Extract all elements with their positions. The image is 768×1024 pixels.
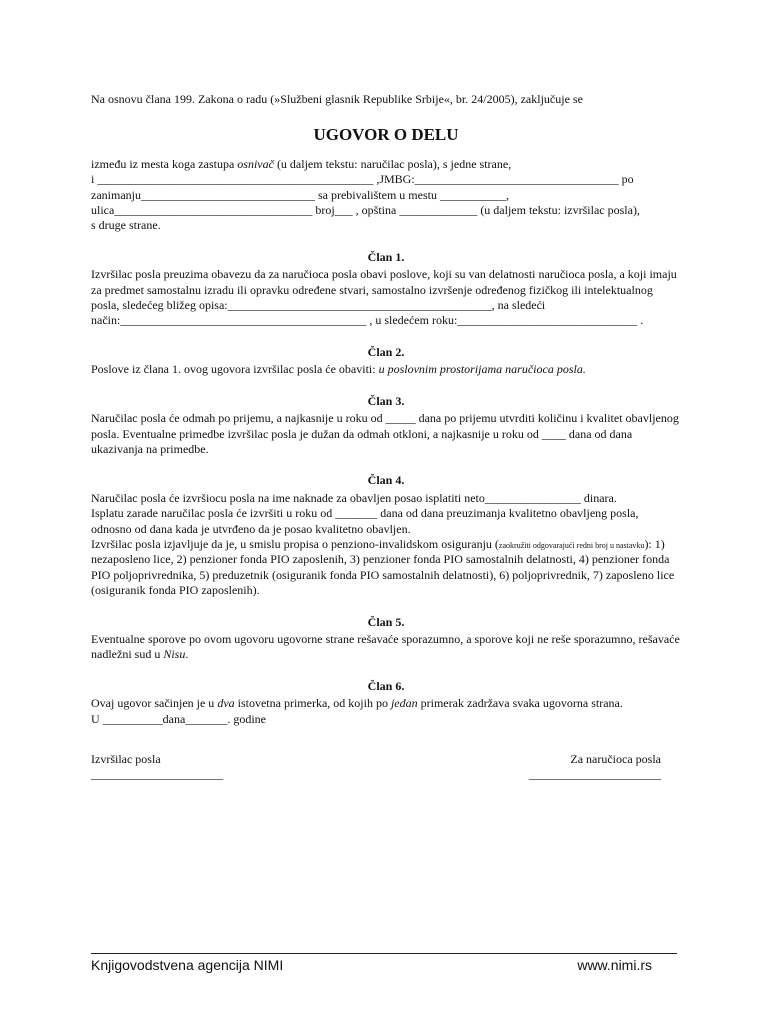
clan-4-text: Izvršilac posla izjavljuje da je, u smislu propisa o penziono-invalidskom osiguranju (: [91, 536, 499, 551]
date-line: U __________dana_______. godine: [91, 711, 266, 726]
parties-line-2: i ______________________________________________ ,JMBG:__________________________________ po: [91, 172, 634, 187]
parties-section: [91, 157, 681, 234]
clan-6-body: istovetna primerka, od kojih po: [234, 696, 391, 711]
clan-5-text: [91, 632, 681, 663]
parties-line-4: ulica_________________________________ broj___ , opština _____________ (u daljem tekstu: izvršilac posla),: [91, 203, 640, 218]
footer-agency-name: Knjigovodstvena agencija NIMI: [91, 957, 284, 973]
clan-6-body: primerak zadržava svaka ugovorna strana.: [417, 696, 623, 711]
clan-6-emphasis: jedan: [390, 696, 418, 711]
intro-text: Na osnovu člana 199. Zakona o radu (»Službeni glasnik Republike Srbije«, br. 24/2005), zaključuje se: [91, 92, 583, 106]
clan-4-heading: Član 4.: [367, 473, 405, 488]
parties-emphasis: osnivač: [237, 156, 274, 171]
clan-1-heading: Član 1.: [367, 249, 405, 264]
contractor-signature: [91, 752, 223, 783]
clan-5-emphasis: Nisu: [163, 647, 186, 662]
clan-4-line-1: Naručilac posla će izvršiocu posla na ime naknade za obavljen posao isplatiti neto________________ dinara.: [91, 490, 617, 505]
clan-5-end: .: [185, 647, 189, 662]
client-label: Za naručioca posla: [570, 752, 661, 766]
clan-2-body: Poslove iz člana 1. ovog ugovora izvršilac posla će obaviti:: [91, 362, 379, 377]
document-title: UGOVOR O DELU: [313, 125, 459, 145]
clan-6-text: [91, 696, 681, 711]
clan-3-heading: Član 3.: [367, 393, 405, 408]
clan-4-line-3: [91, 537, 681, 599]
clan-1-text: Izvršilac posla preuzima obavezu da za naručioca posla obavi poslove, koji su van delatnosti naručioca posla, a koji imaju za predmet samostalnu izradu ili opravku određene stvari, samostalno izvršenje određenog fizičkog ili intelektualnog posla, sledećeg bližeg opisa:____________________________________________, na sledeći način:_________________________________________ , u sledećem roku:______________________________ .: [91, 267, 677, 328]
clan-5-body: Eventualne sporove po ovom ugovoru ugovorne strane rešavaće sporazumno, a sporove koji ne reše sporazumno, rešavaće nadležni sud u: [91, 631, 680, 662]
parties-line-5: s druge strane.: [91, 218, 161, 233]
clan-4-text: ): 1) nezaposleno lice, 2) penzioner fonda PIO zaposlenih, 3) penzioner fonda PIO samostalnih delatnosti, 4) penzioner fonda PIO poljoprivrednika, 5) preduzetnik (osiguranik fonda PIO samostalnih delatnosti), 6) poljoprivrednik, 7) zaposleno lice (osiguranik fonda PIO zaposlenih).: [91, 536, 675, 598]
parties-line-3: zanimanju_____________________________ sa prebivalištem u mestu ___________,: [91, 187, 509, 202]
parties-text: (u daljem tekstu: naručilac posla), s jedne strane,: [273, 156, 512, 171]
clan-2-heading: Član 2.: [367, 344, 405, 359]
parties-text: između iz mesta koga zastupa: [91, 156, 238, 171]
signature-block: [91, 752, 661, 792]
clan-6-body: Ovaj ugovor sačinjen je u: [91, 696, 218, 711]
clan-2-emphasis: u poslovnim prostorijama naručioca posla.: [378, 362, 586, 377]
parties-line-1: [91, 157, 681, 172]
footer-divider: [91, 953, 677, 954]
clan-2-text: [91, 362, 681, 377]
clan-4-small-note: zaokružiti odgovarajući redni broj u nastavku: [498, 540, 645, 550]
client-signature-line: ______________________: [529, 767, 661, 782]
contractor-label: Izvršilac posla: [91, 752, 161, 766]
footer-website: www.nimi.rs: [577, 957, 652, 973]
clan-5-heading: Član 5.: [367, 614, 405, 629]
clan-3-text: Naručilac posla će odmah po prijemu, a najkasnije u roku od _____ dana po prijemu utvrditi količinu i kvalitet obavljenog posla. Eventualne primedbe izvršilac posla je dužan da odmah otkloni, a najkasnije u roku od ____ dana od dana ukazivanja na primedbe.: [91, 411, 679, 456]
clan-4-line-2: Isplatu zarade naručilac posla će izvršiti u roku od _______ dana od dana preuzimanja kvalitetno obavljeng posla, odnosno od dana kada je utvrđeno da je posao kvalitetno obavljen.: [91, 506, 639, 536]
clan-6-emphasis: dva: [217, 696, 235, 711]
clan-6-heading: Član 6.: [367, 678, 405, 693]
contractor-signature-line: ______________________: [91, 767, 223, 782]
client-signature: [529, 752, 661, 783]
contract-body: [91, 92, 681, 727]
